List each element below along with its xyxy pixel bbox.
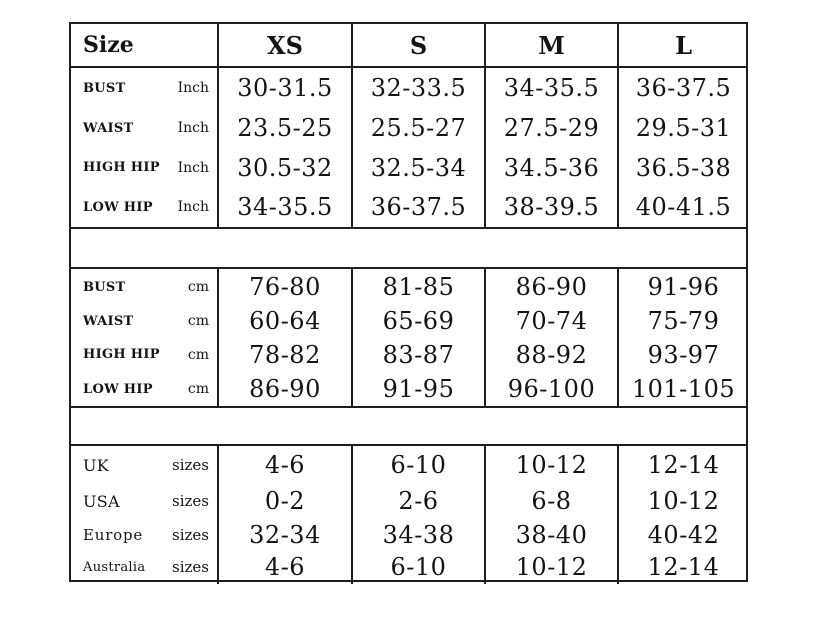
sizes-unit: sizes bbox=[172, 558, 209, 576]
table-cell: 78-82 bbox=[249, 340, 321, 369]
measure-name: WAIST bbox=[83, 313, 134, 329]
measure-name: HIGH HIP bbox=[83, 160, 160, 175]
table-cell: 29.5-31 bbox=[635, 114, 732, 142]
table-cell: 23.5-25 bbox=[237, 114, 333, 142]
table-cell: 34-35.5 bbox=[237, 193, 333, 221]
header-xs: XS bbox=[267, 30, 303, 60]
table-cell: 10-12 bbox=[515, 451, 588, 479]
header-s: S bbox=[409, 30, 428, 60]
table-cell: 86-90 bbox=[249, 375, 321, 403]
table-cell: 70-74 bbox=[515, 307, 588, 335]
region-name: USA bbox=[83, 491, 120, 511]
table-cell: 86-90 bbox=[515, 273, 588, 301]
table-cell: 12-14 bbox=[647, 553, 720, 581]
header-size: Size bbox=[83, 32, 134, 58]
table-cell: 2-6 bbox=[398, 487, 439, 515]
measure-name: LOW HIP bbox=[83, 381, 153, 397]
table-cell: 6-10 bbox=[390, 451, 447, 479]
measure-name: HIGH HIP bbox=[83, 347, 160, 362]
measure-name: BUST bbox=[83, 279, 126, 295]
region-name: Australia bbox=[83, 559, 146, 575]
table-cell: 0-2 bbox=[264, 487, 306, 515]
table-cell: 38-39.5 bbox=[503, 193, 600, 221]
table-cell: 6-8 bbox=[531, 487, 572, 515]
table-cell: 4-6 bbox=[264, 451, 306, 479]
table-cell: 10-12 bbox=[647, 487, 720, 515]
table-cell: 91-96 bbox=[647, 273, 720, 301]
measure-name: WAIST bbox=[83, 120, 134, 136]
table-cell: 10-12 bbox=[515, 553, 588, 581]
row-label-bust-cm bbox=[71, 269, 217, 305]
table-cell: 81-85 bbox=[382, 273, 455, 301]
measure-unit: Inch bbox=[177, 80, 209, 96]
header-l: L bbox=[675, 30, 692, 60]
row-label-europe-sizes bbox=[71, 518, 217, 552]
row-label-high-hip-cm bbox=[71, 337, 217, 372]
row-label-low-hip-cm bbox=[71, 372, 217, 406]
table-cell: 30-31.5 bbox=[237, 74, 333, 102]
row-divider bbox=[71, 227, 746, 229]
table-cell: 32-34 bbox=[249, 521, 321, 549]
row-label-australia-sizes bbox=[71, 552, 217, 582]
table-cell: 34-35.5 bbox=[503, 74, 600, 102]
measure-unit: Inch bbox=[177, 199, 209, 215]
table-cell: 65-69 bbox=[382, 307, 455, 335]
table-cell: 36.5-38 bbox=[635, 153, 732, 182]
table-cell: 27.5-29 bbox=[503, 114, 600, 142]
table-cell: 32-33.5 bbox=[370, 74, 467, 102]
table-cell: 76-80 bbox=[249, 273, 321, 301]
table-cell: 40-42 bbox=[647, 521, 720, 549]
table-cell: 4-6 bbox=[264, 553, 306, 581]
row-label-uk-sizes bbox=[71, 446, 217, 484]
measure-name: LOW HIP bbox=[83, 199, 153, 215]
table-cell: 93-97 bbox=[647, 340, 720, 369]
table-cell: 83-87 bbox=[382, 340, 455, 369]
region-name: Europe bbox=[83, 526, 144, 544]
row-divider bbox=[71, 406, 746, 408]
table-cell: 88-92 bbox=[515, 340, 588, 369]
table-cell: 60-64 bbox=[249, 307, 321, 335]
table-cell: 36-37.5 bbox=[635, 74, 732, 102]
table-cell: 30.5-32 bbox=[237, 153, 333, 182]
measure-unit: Inch bbox=[177, 159, 209, 176]
region-name: UK bbox=[83, 455, 110, 475]
row-label-waist-inch bbox=[71, 108, 217, 148]
table-cell: 36-37.5 bbox=[370, 193, 467, 221]
table-cell: 32.5-34 bbox=[370, 153, 467, 182]
table-cell: 75-79 bbox=[647, 307, 720, 335]
table-cell: 96-100 bbox=[507, 375, 596, 403]
measure-unit: cm bbox=[187, 279, 209, 295]
sizes-unit: sizes bbox=[172, 492, 209, 510]
table-cell: 38-40 bbox=[515, 521, 588, 549]
size-chart-table bbox=[69, 22, 748, 582]
table-cell: 34.5-36 bbox=[503, 153, 600, 182]
sizes-unit: sizes bbox=[172, 456, 209, 474]
table-cell: 91-95 bbox=[382, 375, 455, 403]
table-cell: 25.5-27 bbox=[370, 114, 467, 142]
table-cell: 6-10 bbox=[390, 553, 447, 581]
row-label-bust-inch bbox=[71, 68, 217, 108]
row-label-waist-cm bbox=[71, 305, 217, 337]
row-label-usa-sizes bbox=[71, 484, 217, 518]
measure-unit: Inch bbox=[177, 120, 209, 136]
measure-unit: cm bbox=[187, 381, 209, 397]
measure-name: BUST bbox=[83, 80, 126, 96]
row-label-high-hip-inch bbox=[71, 148, 217, 187]
table-cell: 101-105 bbox=[631, 375, 736, 403]
table-cell: 12-14 bbox=[647, 451, 720, 479]
table-cell: 34-38 bbox=[382, 521, 455, 549]
row-label-low-hip-inch bbox=[71, 187, 217, 227]
header-m: M bbox=[538, 30, 565, 60]
measure-unit: cm bbox=[187, 313, 209, 329]
measure-unit: cm bbox=[187, 346, 209, 363]
sizes-unit: sizes bbox=[172, 526, 209, 544]
table-cell: 40-41.5 bbox=[635, 193, 732, 221]
